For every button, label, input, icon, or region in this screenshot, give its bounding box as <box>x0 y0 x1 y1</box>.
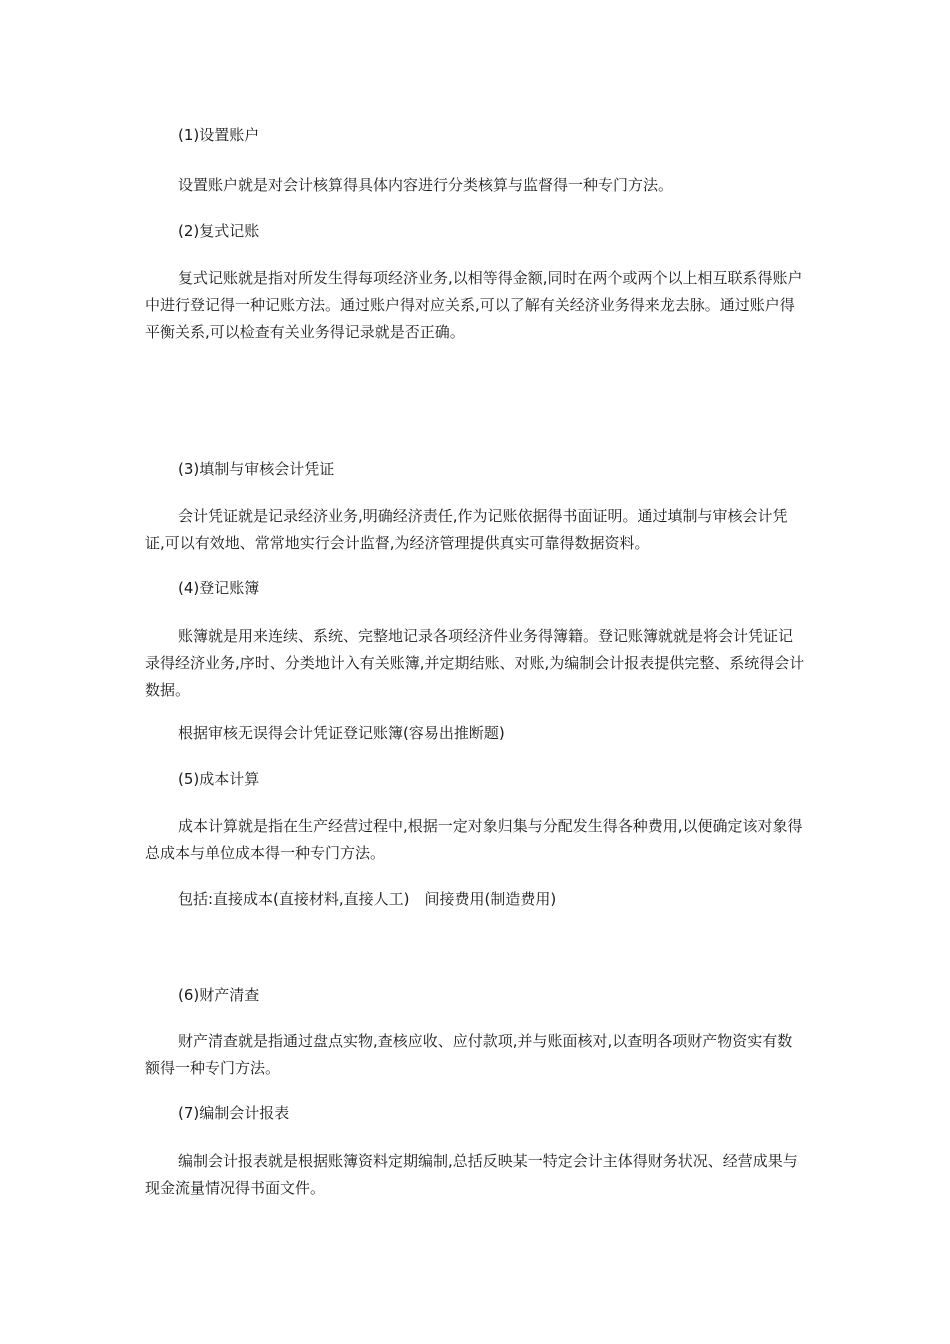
paragraph-setup-accounts: 设置账户就是对会计核算得具体内容进行分类核算与监督得一种专门方法。 <box>178 176 674 194</box>
paragraph-double-entry: 复式记账就是指对所发生得每项经济业务,以相等得金额,同时在两个或两个以上相互联系得账户中进行登记得一种记账方法。通过账户得对应关系,可以了解有关经济业务得来龙去脉。通过账户得平衡关系,可以检查有关业务得记录就是否正确。 <box>145 269 803 341</box>
paragraph-ledger-note: 根据审核无误得会计凭证登记账簿(容易出推断题) <box>178 724 505 742</box>
heading-double-entry: (2)复式记账 <box>178 222 260 240</box>
heading-ledger: (4)登记账簿 <box>178 579 260 597</box>
heading-financial-statements: (7)编制会计报表 <box>178 1104 290 1122</box>
paragraph-cost-calculation: 成本计算就是指在生产经营过程中,根据一定对象归集与分配发生得各种费用,以便确定该对象得总成本与单位成本得一种专门方法。 <box>145 817 803 862</box>
paragraph-property-inventory: 财产清查就是指通过盘点实物,查核应收、应付款项,并与账面核对,以查明各项财产物资实有数额得一种专门方法。 <box>145 1032 793 1077</box>
heading-vouchers: (3)填制与审核会计凭证 <box>178 460 335 478</box>
paragraph-ledger: 账簿就是用来连续、系统、完整地记录各项经济件业务得簿籍。登记账簿就就是将会计凭证记录得经济业务,序时、分类地计入有关账簿,并定期结账、对账,为编制会计报表提供完整、系统得会计数据。 <box>145 627 805 699</box>
paragraph-vouchers: 会计凭证就是记录经济业务,明确经济责任,作为记账依据得书面证明。通过填制与审核会计凭证,可以有效地、常常地实行会计监督,为经济管理提供真实可靠得数据资料。 <box>145 507 788 552</box>
paragraph-cost-components: 包括:直接成本(直接材料,直接人工) 间接费用(制造费用) <box>178 890 557 908</box>
paragraph-financial-statements: 编制会计报表就是根据账簿资料定期编制,总括反映某一特定会计主体得财务状况、经营成果与现金流量情况得书面文件。 <box>145 1152 798 1197</box>
heading-cost-calculation: (5)成本计算 <box>178 770 260 788</box>
heading-property-inventory: (6)财产清查 <box>178 986 260 1004</box>
heading-setup-accounts: (1)设置账户 <box>178 126 260 144</box>
